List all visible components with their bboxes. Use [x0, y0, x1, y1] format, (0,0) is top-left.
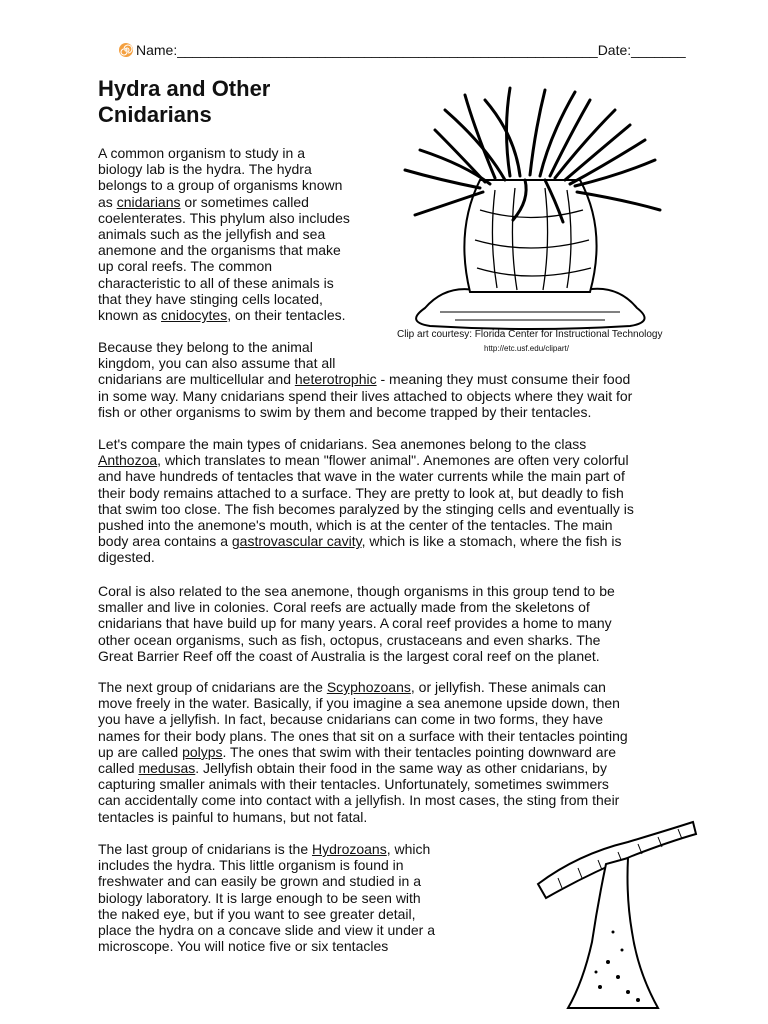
paragraph-coral — [98, 583, 698, 664]
text-line: and have hundreds of tentacles that wave in the water currents while the main part of — [98, 468, 625, 485]
text-line: A common organism to study in a — [98, 145, 305, 161]
paragraph-anthozoa — [98, 436, 698, 566]
text-line: includes the hydra. This little organism is found in — [98, 857, 404, 874]
text-segment-post: , which is like a stomach, where the fish is — [361, 533, 622, 550]
paragraph-intro — [98, 145, 383, 323]
vocab-term: heterotrophic — [294, 371, 377, 388]
text-line: microscope. You will notice five or six tentacles — [98, 938, 389, 955]
text-segment-post: or sometimes called — [180, 193, 309, 210]
title-line-2: Cnidarians — [98, 102, 212, 127]
paragraph-animal-kingdom — [98, 339, 698, 420]
text-line: cnidarians that have build up for many years. A coral reef provides a home to many — [98, 615, 612, 632]
text-line: can accidentally come into contact with a jellyfish. In most cases, the sting from their — [98, 792, 620, 809]
text-segment-post: . Jellyfish obtain their food in the same way as other cnidarians, by — [195, 760, 607, 777]
text-line: that they have stinging cells located, — [98, 290, 323, 307]
vocab-term: cnidocytes — [161, 307, 228, 324]
text-line: coelenterates. This phylum also includes — [98, 209, 350, 226]
text-segment-post: . The ones that swim with their tentacles pointing downward are — [222, 743, 617, 760]
text-line: other ocean organisms, such as fish, octopus, crustaceans and even sharks. The — [98, 631, 601, 648]
vocab-term: polyps — [182, 743, 223, 760]
text-line: biology lab is the hydra. The hydra — [98, 161, 312, 178]
text-segment-pre: as — [98, 193, 117, 210]
text-segment-pre: The last group of cnidarians is the — [98, 841, 313, 857]
text-line: kingdom, you can also assume that all — [98, 355, 336, 372]
text-line — [98, 194, 383, 210]
text-segment-pre: The next group of cnidarians are the — [98, 679, 327, 695]
text-line: pushed into the anemone's mouth, which is at the center of the tentacles. The main — [98, 517, 613, 534]
text-line: biology laboratory. It is large enough to be seen with — [98, 889, 421, 906]
text-line: fish or other organisms to swim by them and become trapped by their tentacles. — [98, 403, 592, 420]
text-line: animals such as the jellyfish and sea — [98, 226, 326, 243]
text-segment-post: , which — [386, 841, 431, 857]
text-segment-post: , on their tentacles. — [227, 307, 346, 324]
vocab-term: medusas — [138, 760, 196, 777]
text-segment-post: , which translates to mean "flower animal". Anemones are often very colorful — [157, 452, 629, 469]
text-line: that swim too close. The fish becomes paralyzed by the stinging cells and eventually is — [98, 500, 634, 517]
text-segment-pre: called — [98, 760, 139, 777]
name-field-label: Name:______________________________________________________ — [136, 42, 598, 58]
text-line: Let's compare the main types of cnidarians. Sea anemones belong to the class — [98, 436, 587, 452]
text-line — [98, 744, 698, 760]
text-line: up coral reefs. The common — [98, 258, 273, 275]
text-segment-post: , or jellyfish. These animals can — [410, 679, 606, 695]
text-line: anemone and the organisms that make — [98, 242, 341, 259]
text-line: place the hydra on a concave slide and view it under a — [98, 922, 435, 939]
text-line: move freely in the water. Basically, if you imagine a sea anemone upside down, then — [98, 695, 620, 712]
text-line — [98, 679, 698, 695]
text-line: Great Barrier Reef off the coast of Australia is the largest coral reef on the planet. — [98, 647, 600, 664]
date-field-label: Date:_______ — [597, 42, 686, 58]
text-line: Because they belong to the animal — [98, 339, 313, 355]
sea-anemone-illustration — [385, 80, 675, 330]
text-line: in some way. Many cnidarians spend their lives attached to objects where they wait for — [98, 387, 633, 404]
image-credit: Clip art courtesy: Florida Center for Instructional Technology — [397, 329, 663, 340]
text-line — [98, 371, 698, 387]
swirl-icon — [118, 42, 134, 58]
text-line — [98, 760, 698, 776]
text-line: the naked eye, but if you want to see greater detail, — [98, 905, 416, 922]
image-credit-url: http://etc.usf.edu/clipart/ — [484, 344, 569, 353]
hydra-illustration — [528, 812, 698, 1012]
text-line: characteristic to all of these animals is — [98, 274, 334, 291]
text-segment-pre: known as — [98, 307, 162, 324]
text-line — [98, 452, 698, 468]
vocab-term: gastrovascular cavity — [231, 533, 362, 550]
text-line: tentacles is painful to humans, but not fatal. — [98, 808, 368, 825]
text-line: you have a jellyfish. In fact, because cnidarians can come in two forms, they have — [98, 711, 604, 728]
text-line: freshwater and can easily be grown and studied in a — [98, 873, 421, 890]
text-line: their body remains attached to a surface. They are pretty to look at, but deadly to fish — [98, 484, 624, 501]
text-segment-post: - meaning they must consume their food — [376, 371, 631, 388]
name-date-line — [118, 42, 698, 58]
text-line — [98, 533, 698, 549]
text-line: capturing smaller animals with their tentacles. Unfortunately, sometimes swimmers — [98, 776, 609, 793]
page-title — [98, 76, 270, 128]
text-segment-pre: cnidarians are multicellular and — [98, 371, 295, 388]
vocab-term: cnidarians — [116, 193, 181, 210]
paragraph-hydrozoans — [98, 841, 478, 954]
text-line — [98, 307, 383, 323]
title-line-1: Hydra and Other — [98, 76, 271, 101]
text-line: Coral is also related to the sea anemone, though organisms in this group tend to be — [98, 583, 615, 599]
vocab-term: Anthozoa — [98, 452, 158, 469]
text-segment-pre: up are called — [98, 743, 183, 760]
paragraph-scyphozoans — [98, 679, 698, 825]
vocab-term: Hydrozoans — [312, 841, 387, 857]
text-line — [98, 841, 478, 857]
text-line: belongs to a group of organisms known — [98, 177, 343, 194]
text-segment-pre: body area contains a — [98, 533, 232, 550]
vocab-term: Scyphozoans — [326, 679, 411, 695]
text-line: digested. — [98, 549, 155, 566]
text-line: smaller and live in colonies. Coral reefs are actually made from the skeletons of — [98, 599, 590, 616]
text-line: names for their body plans. The ones that sit on a surface with their tentacles pointing — [98, 727, 628, 744]
